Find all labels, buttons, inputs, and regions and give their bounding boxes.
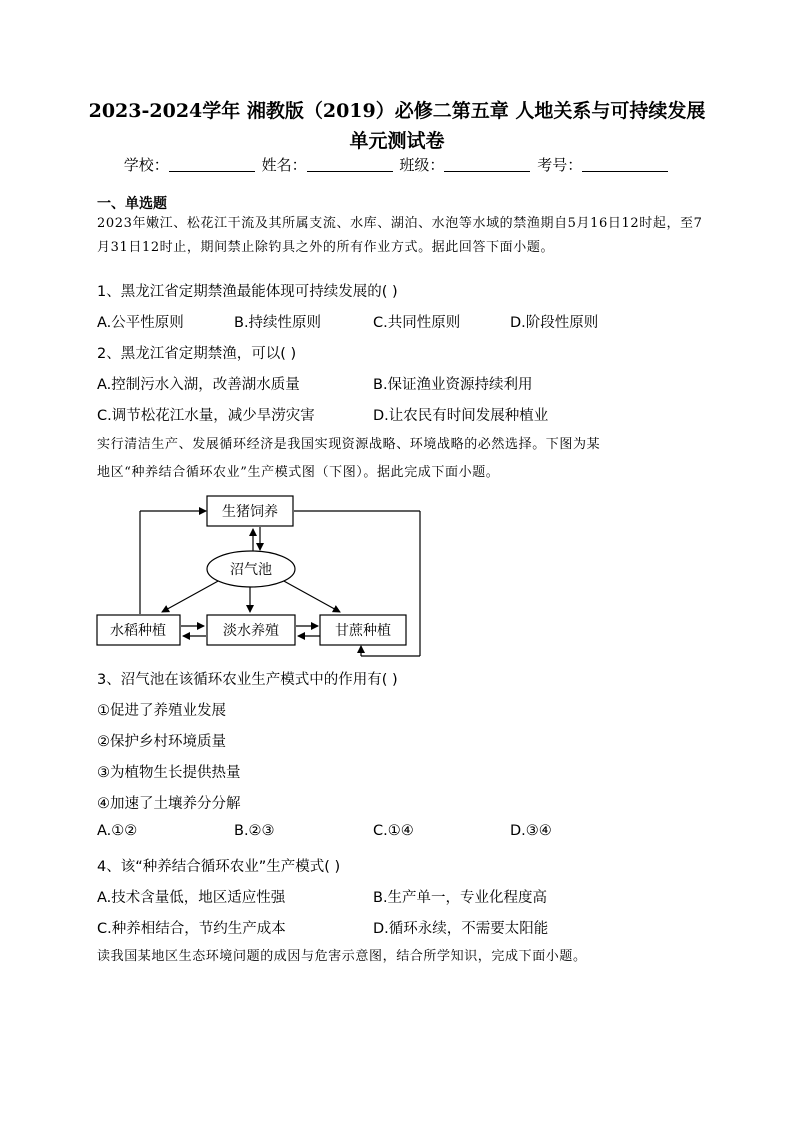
question-3-stem: 3、沼气池在该循环农业生产模式中的作用有( ): [97, 672, 398, 688]
passage-2-line2: 地区“种养结合循环农业”生产模式图（下图）。据此完成下面小题。: [97, 465, 500, 480]
id-label: 考号：: [537, 156, 583, 174]
q3-statement-3: ③为植物生长提供热量: [97, 765, 241, 781]
rice-label: 水稻种植: [110, 623, 166, 639]
q3-option-b: B.②③: [234, 823, 275, 839]
q4-option-a: A.技术含量低，地区适应性强: [97, 890, 286, 906]
q3-option-d: D.③④: [510, 823, 552, 839]
name-label: 姓名：: [261, 156, 307, 174]
passage-1: 2023年嫩江、松花江干流及其所属支流、水库、湖泊、水泡等水域的禁渔期自5月16日12时起，至7月31日12时止，期间禁止除钓具之外的所有作业方式。据此回答下面小题。: [97, 216, 703, 255]
exam-title: 2023-2024学年 湘教版（2019）必修二第五章 人地关系与可持续发展: [88, 100, 706, 122]
q2-option-a: A.控制污水入湖，改善湖水质量: [97, 377, 300, 393]
q3-statement-1: ①促进了养殖业发展: [97, 703, 226, 719]
q3-option-a: A.①②: [97, 823, 138, 839]
q3-statement-2: ②保护乡村环境质量: [97, 734, 226, 750]
q1-option-a: A.公平性原则: [97, 315, 184, 331]
q1-option-c: C.共同性原则: [373, 315, 461, 331]
section-heading: 一、单选题: [97, 196, 167, 212]
biogas-to-rice-arrow: [162, 580, 220, 612]
q3-option-c: C.①④: [373, 823, 414, 839]
fish-label: 淡水养殖: [223, 623, 279, 639]
question-1-stem: 1、黑龙江省定期禁渔最能体现可持续发展的( ): [97, 284, 398, 300]
exam-title-line2: 单元测试卷: [349, 130, 445, 152]
biogas-to-sugarcane-arrow: [282, 580, 340, 612]
q3-statement-4: ④加速了土壤养分分解: [97, 796, 241, 812]
class-label: 班级：: [399, 156, 445, 174]
question-4-stem: 4、该“种养结合循环农业”生产模式( ): [97, 859, 341, 875]
school-label: 学校：: [123, 156, 169, 174]
q2-option-c: C.调节松花江水量，减少旱涝灾害: [97, 408, 315, 424]
q2-option-d: D.让农民有时间发展种植业: [373, 408, 549, 424]
q4-option-c: C.种养相结合，节约生产成本: [97, 921, 286, 937]
question-2-stem: 2、黑龙江省定期禁渔，可以( ): [97, 346, 297, 362]
q4-option-b: B.生产单一，专业化程度高: [373, 890, 548, 906]
passage-3: 读我国某地区生态环境问题的成因与危害示意图，结合所学知识，完成下面小题。: [97, 949, 587, 964]
q4-option-d: D.循环永续，不需要太阳能: [373, 921, 549, 937]
sugarcane-label: 甘蔗种植: [335, 623, 391, 639]
q2-option-b: B.保证渔业资源持续利用: [373, 377, 533, 393]
passage-2-line1: 实行清洁生产、发展循环经济是我国实现资源战略、环境战略的必然选择。下图为某: [97, 437, 601, 452]
q1-option-d: D.阶段性原则: [510, 315, 599, 331]
q1-option-b: B.持续性原则: [234, 315, 322, 331]
biogas-label: 沼气池: [230, 562, 272, 578]
pig-label: 生猪饲养: [222, 504, 278, 520]
